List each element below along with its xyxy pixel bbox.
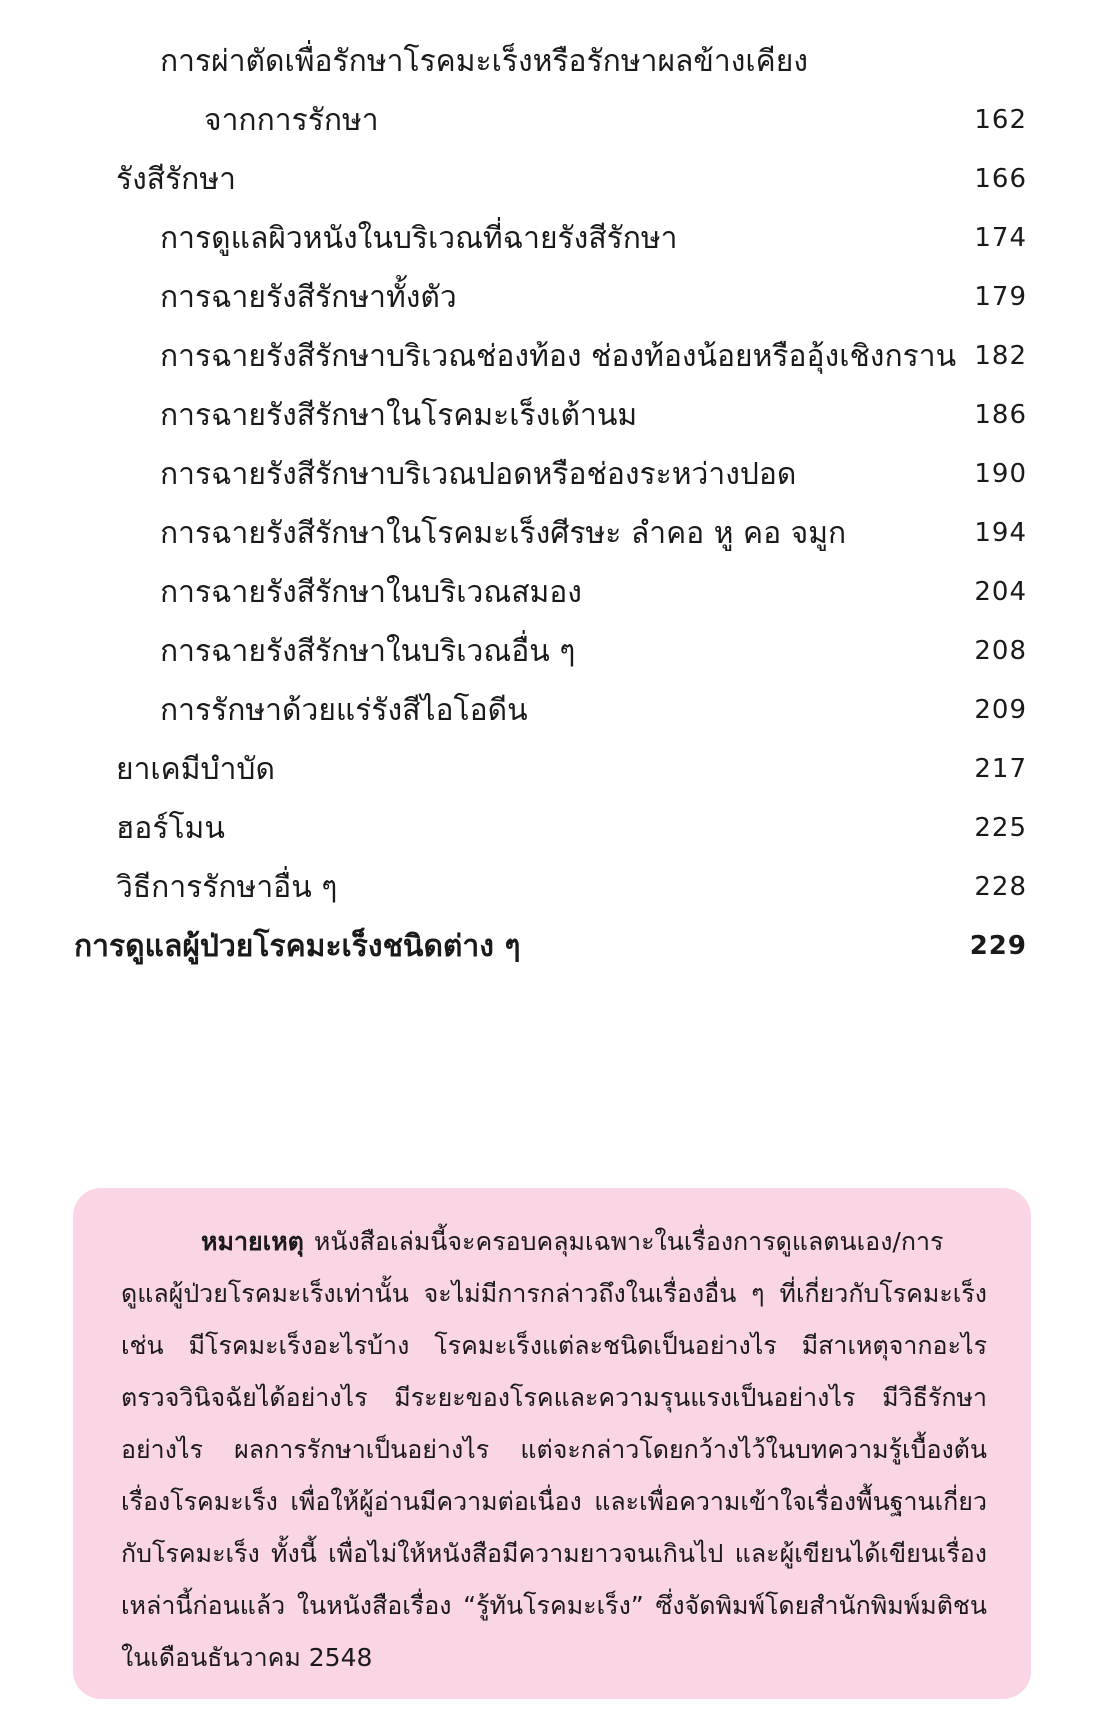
toc-entry — [0, 622, 1103, 681]
toc-entry — [0, 917, 1103, 976]
toc-entry-label: การฉายรังสีรักษาในโรคมะเร็งเต้านม — [160, 398, 638, 433]
toc-entry-page-number: 186 — [974, 400, 1027, 430]
toc-entry-label: การฉายรังสีรักษาบริเวณช่องท้อง ช่องท้องน้อยหรืออุ้งเชิงกราน — [160, 339, 957, 374]
toc-entry — [0, 150, 1103, 209]
note-label: หมายเหตุ — [201, 1227, 304, 1256]
note-paragraph — [121, 1216, 987, 1684]
toc-entry-label: ฮอร์โมน — [116, 811, 225, 846]
toc-entry-label: การฉายรังสีรักษาในบริเวณอื่น ๆ — [160, 634, 576, 669]
toc-entry-label: การฉายรังสีรักษาในโรคมะเร็งศีรษะ ลำคอ หู คอ จมูก — [160, 516, 847, 551]
note-body: หนังสือเล่มนี้จะครอบคลุมเฉพาะในเรื่องการดูแลตนเอง/การดูแลผู้ป่วยโรคมะเร็งเท่านั้น จะไม่มีการกล่าวถึงในเรื่องอื่น ๆ ที่เกี่ยวกับโรคมะเร็ง เช่น มีโรคมะเร็งอะไรบ้าง โรคมะเร็งแต่ละชนิดเป็นอย่างไร มีสาเหตุจากอะไร ตรวจวินิจฉัยได้อย่างไร มีระยะของโรคและความรุนแรงเป็นอย่างไร มีวิธีรักษาอย่างไร ผลการรักษาเป็นอย่างไร แต่จะกล่าวโดยกว้างไว้ในบทความรู้เบื้องต้นเรื่องโรคมะเร็ง เพื่อให้ผู้อ่านมีความต่อเนื่อง และเพื่อความเข้าใจเรื่องพื้นฐานเกี่ยวกับโรคมะเร็ง ทั้งนี้ เพื่อไม่ให้หนังสือมีความยาวจนเกินไป และผู้เขียนได้เขียนเรื่องเหล่านี้ก่อนแล้ว ในหนังสือเรื่อง “รู้ทันโรคมะเร็ง” ซึ่งจัดพิมพ์โดยสำนักพิมพ์มติชน ในเดือนธันวาคม 2548 — [121, 1227, 987, 1672]
toc-entry — [0, 740, 1103, 799]
toc-entry-page-number: 166 — [974, 164, 1027, 194]
toc-entry-label: การดูแลผู้ป่วยโรคมะเร็งชนิดต่าง ๆ — [74, 929, 521, 964]
toc-entry — [0, 858, 1103, 917]
toc-entry-page-number: 217 — [974, 754, 1027, 784]
toc-entry — [0, 681, 1103, 740]
toc-entry-page-number: 174 — [974, 223, 1027, 253]
toc-entry-page-number: 204 — [974, 577, 1027, 607]
toc-entry — [0, 563, 1103, 622]
toc-entry — [0, 209, 1103, 268]
toc-entry-page-number: 194 — [974, 518, 1027, 548]
toc-entry — [0, 327, 1103, 386]
toc-entry-label: จากการรักษา — [204, 103, 379, 138]
toc-entry-page-number: 209 — [974, 695, 1027, 725]
toc-entry-label: การผ่าตัดเพื่อรักษาโรคมะเร็งหรือรักษาผลข้างเคียง — [160, 44, 808, 79]
toc-entry-label: การฉายรังสีรักษาในบริเวณสมอง — [160, 575, 582, 610]
toc-entry-page-number: 162 — [974, 105, 1027, 135]
toc-entry-page-number: 190 — [974, 459, 1027, 489]
toc-entry — [0, 504, 1103, 563]
table-of-contents — [0, 32, 1103, 976]
toc-entry-page-number: 179 — [974, 282, 1027, 312]
toc-entry-label: การฉายรังสีรักษาบริเวณปอดหรือช่องระหว่างปอด — [160, 457, 797, 492]
toc-entry-label: ยาเคมีบำบัด — [116, 752, 275, 787]
toc-entry — [0, 386, 1103, 445]
toc-entry — [0, 91, 1103, 150]
toc-entry-page-number: 229 — [969, 931, 1027, 961]
toc-entry — [0, 32, 1103, 91]
note-box — [73, 1188, 1031, 1699]
toc-entry — [0, 268, 1103, 327]
toc-entry-page-number: 208 — [974, 636, 1027, 666]
toc-entry — [0, 445, 1103, 504]
toc-entry-page-number: 225 — [974, 813, 1027, 843]
toc-entry-label: การฉายรังสีรักษาทั้งตัว — [160, 280, 457, 315]
toc-entry-page-number: 228 — [974, 872, 1027, 902]
toc-entry — [0, 799, 1103, 858]
toc-entry-label: การดูแลผิวหนังในบริเวณที่ฉายรังสีรักษา — [160, 221, 678, 256]
toc-entry-label: วิธีการรักษาอื่น ๆ — [116, 870, 338, 905]
toc-entry-label: รังสีรักษา — [116, 162, 236, 197]
toc-entry-label: การรักษาด้วยแร่รังสีไอโอดีน — [160, 693, 528, 728]
toc-entry-page-number: 182 — [974, 341, 1027, 371]
